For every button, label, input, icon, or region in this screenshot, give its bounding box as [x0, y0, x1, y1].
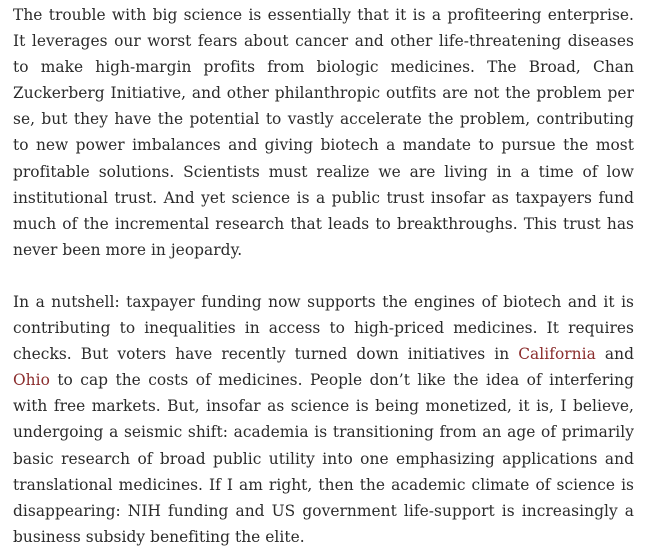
- paragraph-2-text-end: to cap the costs of medicines. People don’t like the idea of interfering with free markets. But, insofar as science is being monetized, it is, I believe, undergoing a seismic shift: academia is transitioning from an age of primarily basic research of broad public utility into one emphasizing applications and translational medicines. If I am right, then the academic climate of science is disappearing: NIH funding and US government life-support is increasingly a business subsidy benefiting the elite.: [13, 371, 634, 546]
- california-link[interactable]: California: [518, 345, 596, 364]
- ohio-link[interactable]: Ohio: [13, 371, 50, 390]
- paragraph-2-text-start: In a nutshell: taxpayer funding now supports the engines of biotech and it is contributing to inequalities in access to high-priced medicines. It requires checks. But voters have recently turned down initiatives in: [13, 292, 634, 364]
- paragraph-2: [13, 289, 634, 550]
- paragraph-1: The trouble with big science is essentially that it is a profiteering enterprise. It leverages our worst fears about cancer and other life-threatening diseases to make high-margin profits from biologic medicines. The Broad, Chan Zuckerberg Initiative, and other philanthropic outfits are not the problem per se, but they have the potential to vastly accelerate the problem, contributing to new power imbalances and giving biotech a mandate to pursue the most profitable solutions. Scientists must realize we are living in a time of low institutional trust. And yet science is a public trust insofar as taxpayers fund much of the incremental research that leads to breakthroughs. This trust has never been more in jeopardy.: [13, 6, 634, 259]
- paragraph-2-text-and: and: [595, 345, 634, 364]
